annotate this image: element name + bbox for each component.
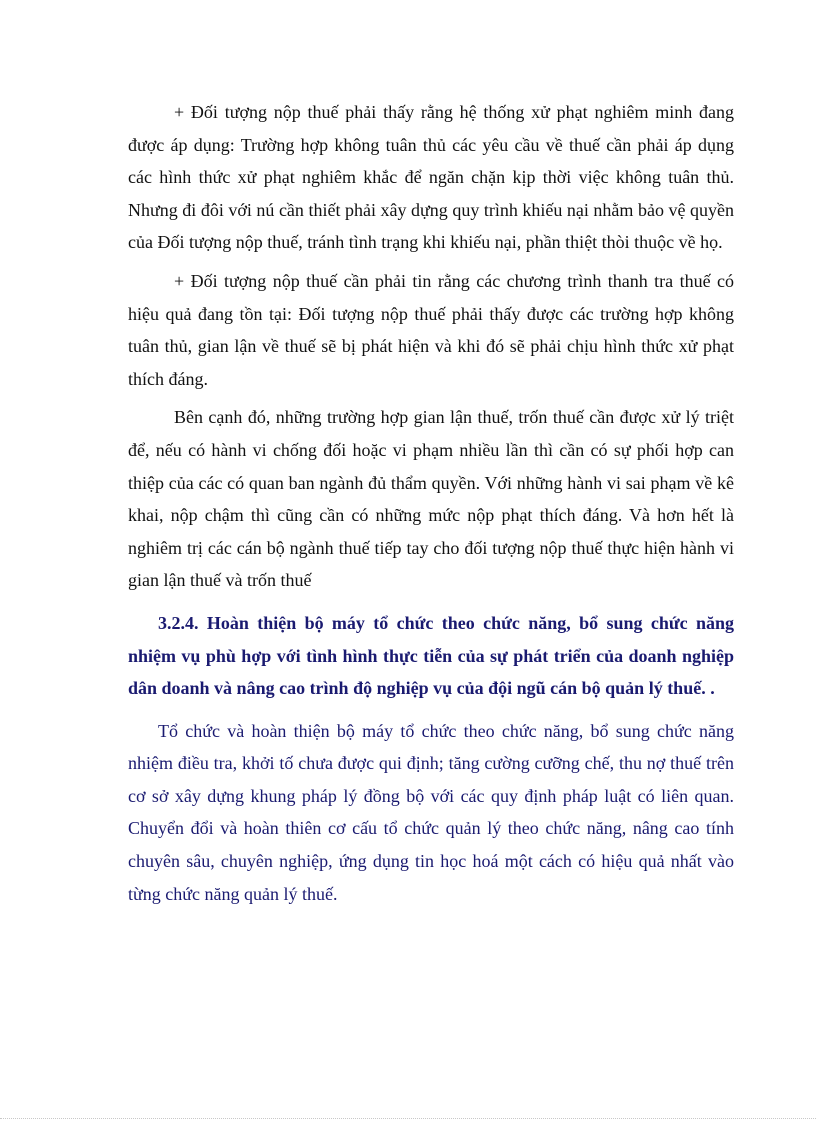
- paragraph-inspection-programs: + Đối tượng nộp thuế cần phải tin rằng các chương trình thanh tra thuế có hiệu quả đang tồn tại: Đối tượng nộp thuế phải thấy được các trường hợp không tuân thủ, gian lận về thuế sẽ bị phát hiện và khi đó sẽ phải chịu hình thức xử phạt thích đáng.: [128, 270, 734, 389]
- paragraph-organization-structure: Tổ chức và hoàn thiện bộ máy tổ chức theo chức năng, bổ sung chức năng nhiệm điều tra, khởi tố chưa được qui định; tăng cường cưỡng chế, thu nợ thuế trên cơ sở xây dựng khung pháp lý đồng bộ với các quy định pháp luật có liên quan. Chuyển đổi và hoàn thiên cơ cấu tổ chức quản lý theo chức năng, nâng cao tính chuyên sâu, chuyên nghiệp, ứng dụng tin học hoá một cách có hiệu quả nhất vào từng chức năng quản lý thuế.: [128, 720, 734, 904]
- paragraph-fraud-handling: Bên cạnh đó, những trường hợp gian lận thuế, trốn thuế cần được xử lý triệt để, nếu có hành vi chống đối hoặc vi phạm nhiều lần thì cần có sự phối hợp can thiệp của các có quan ban ngành đủ thẩm quyền. Với những hành vi sai phạm về kê khai, nộp chậm thì cũng cần có những mức nộp phạt thích đáng. Và hơn hết là nghiêm trị các cán bộ ngành thuế tiếp tay cho đối tượng nộp thuế thực hiện hành vi gian lận thuế và trốn thuế: [128, 407, 734, 591]
- paragraph-penalty-system: + Đối tượng nộp thuế phải thấy rằng hệ thống xử phạt nghiêm minh đang được áp dụng: Trường hợp không tuân thủ các yêu cầu về thuế cần phải áp dụng các hình thức xử phạt nghiêm khắc để ngăn chặn kịp thời việc không tuân thủ. Nhưng đi đôi với nú cần thiết phải xây dựng quy trình khiếu nại nhằm bảo vệ quyền của Đối tượng nộp thuế, tránh tình trạng khi khiếu nại, phần thiệt thòi thuộc về họ.: [128, 102, 734, 253]
- document-body: [128, 96, 734, 910]
- page-bottom-divider: [0, 1118, 816, 1119]
- section-heading-3-2-4: 3.2.4. Hoàn thiện bộ máy tổ chức theo chức năng, bổ sung chức năng nhiệm vụ phù hợp với tình hình thực tiễn của sự phát triển của doanh nghiệp dân doanh và nâng cao trình độ nghiệp vụ của đội ngũ cán bộ quản lý thuế. .: [128, 612, 734, 699]
